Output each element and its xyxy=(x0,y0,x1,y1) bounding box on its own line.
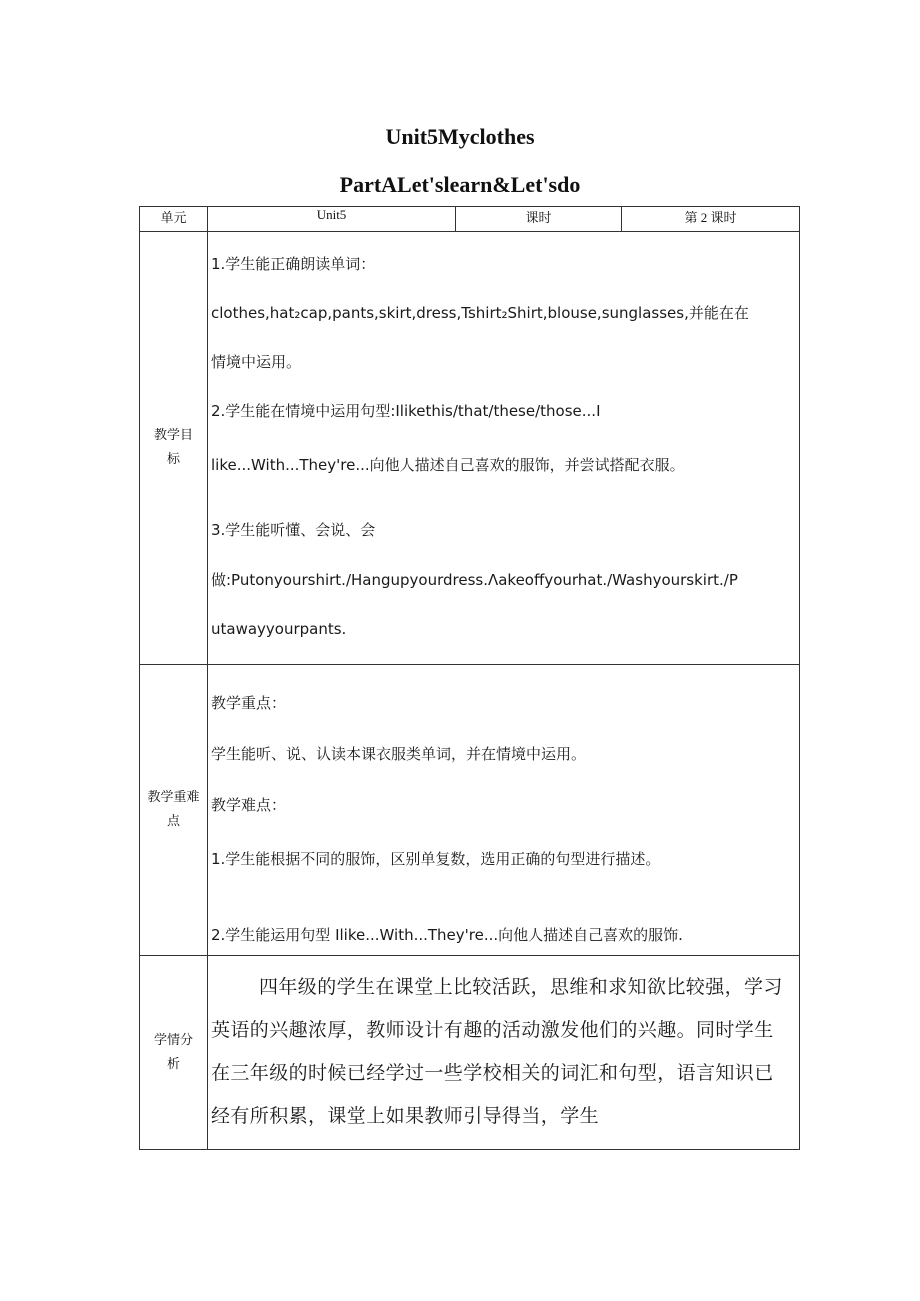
objectives-content xyxy=(208,232,800,665)
objective-line: 1.学生能正确朗读单词： xyxy=(211,255,376,273)
objective-line: like...With...They're...向他人描述自己喜欢的服饰，并尝试搭配衣服。 xyxy=(211,456,685,474)
objective-line: 情境中运用。 xyxy=(211,353,302,371)
period-label: 课时 xyxy=(456,207,622,232)
period-value: 第 2 课时 xyxy=(622,207,800,232)
document-title: Unit5Myclothes xyxy=(385,124,535,149)
key-point-line: 学生能听、说、认读本课衣服类单词，并在情境中运用。 xyxy=(211,745,587,763)
objective-line: utawayyourpants. xyxy=(211,620,347,638)
key-point-line: 1.学生能根据不同的服饰，区别单复数，选用正确的句型进行描述。 xyxy=(211,850,661,868)
objective-line: 3.学生能听懂、会说、会 xyxy=(211,521,376,539)
objective-line: 2.学生能在情境中运用句型:Ilikethis/that/these/those...I xyxy=(211,402,601,420)
key-points-row xyxy=(140,665,800,956)
key-point-line: 教学重点： xyxy=(211,694,287,712)
unit-label: 单元 xyxy=(140,207,208,232)
analysis-row xyxy=(140,956,800,1150)
key-point-line: 2.学生能运用句型 Ilike...With...They're...向他人描述自己喜欢的服饰. xyxy=(211,926,683,944)
analysis-line: 英语的兴趣浓厚，教师设计有趣的活动激发他们的兴趣。同时学生 xyxy=(211,1019,774,1041)
lesson-plan-table xyxy=(139,206,800,1150)
key-points-label-cell xyxy=(140,665,208,956)
objectives-label: 教学目标 xyxy=(153,428,193,467)
unit-value: Unit5 xyxy=(208,207,456,232)
analysis-content xyxy=(208,956,800,1150)
objective-line: clothes,hat₂cap,pants,skirt,dress,Tshirt₂Shirt,blouse,sunglasses,并能在在 xyxy=(211,304,749,322)
objective-line: 做:Putonyourshirt./Hangupyourdress.Λakeoffyourhat./Washyourskirt./P xyxy=(211,571,738,589)
analysis-label-cell xyxy=(140,956,208,1150)
analysis-line: 在三年级的时候已经学过一些学校相关的词汇和句型，语言知识已 xyxy=(211,1062,774,1084)
key-points-label: 教学重难点 xyxy=(147,790,200,829)
analysis-label: 学情分析 xyxy=(153,1032,193,1072)
objectives-row xyxy=(140,232,800,665)
analysis-line: 四年级的学生在课堂上比较活跃，思维和求知欲比较强，学习 xyxy=(259,976,783,998)
header-row xyxy=(140,207,800,232)
key-points-content xyxy=(208,665,800,956)
key-point-line: 教学难点： xyxy=(211,796,287,814)
document-subtitle: PartALet'slearn&Let'sdo xyxy=(339,172,581,197)
analysis-line: 经有所积累，课堂上如果教师引导得当，学生 xyxy=(211,1105,600,1127)
objectives-label-cell xyxy=(140,232,208,665)
